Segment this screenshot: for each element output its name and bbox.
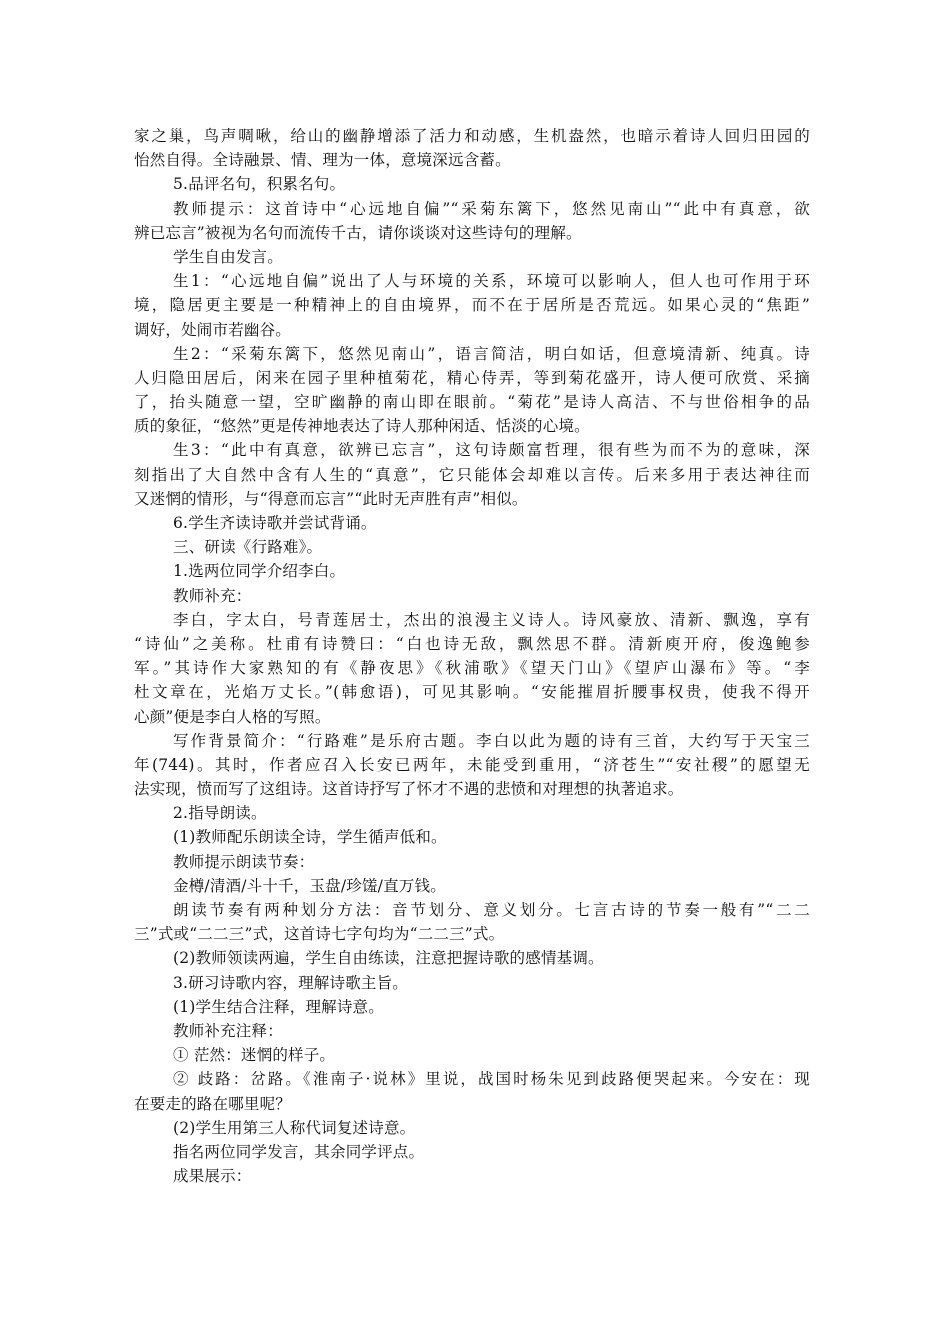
text-line: 教师补充： <box>173 586 252 605</box>
text-line: 刻指出了大自然中含有人生的“真意”，它只能体会却难以言传。后来多用于表达神往而 <box>134 465 810 484</box>
text-line: (2)教师领读两遍，学生自由练读，注意把握诗歌的感情基调。 <box>173 949 604 968</box>
text-line: 家之巢，鸟声啁啾，给山的幽静增添了活力和动感，生机盎然，也暗示着诗人回归田园的 <box>134 127 810 145</box>
text-line: 教师补充注释： <box>173 1021 283 1040</box>
text-line: 怡然自得。全诗融景、情、理为一体，意境深远含蓄。 <box>134 151 511 170</box>
text-line: 1.选两位同学介绍李白。 <box>173 562 346 581</box>
text-line: 军。”其诗作大家熟知的有《静夜思》《秋浦歌》《望天门山》《望庐山瀑布》等。“李 <box>134 659 810 678</box>
text-line: 朗读节奏有两种划分方法：音节划分、意义划分。七言古诗的节奏一般有”“二二 <box>173 901 810 919</box>
text-line: 又迷惘的情形，与“得意而忘言”“此时无声胜有声”相似。 <box>134 489 528 508</box>
text-line: 杜文章在，光焰万丈长。”(韩愈语)，可见其影响。“安能摧眉折腰事权贵，使我不得开 <box>134 683 810 702</box>
text-line: 2.指导朗读。 <box>173 804 267 823</box>
text-line: 3.研习诗歌内容，理解诗歌主旨。 <box>173 973 408 992</box>
text-line: 生1：“心远地自偏”说出了人与环境的关系，环境可以影响人，但人也可作用于环 <box>173 272 810 291</box>
text-line: 学生自由发言。 <box>173 247 283 266</box>
text-line: 质的象征，“悠然”更是传神地表达了诗人那种闲适、恬淡的心境。 <box>134 417 590 436</box>
text-line: 辨已忘言”被视为名句而流传千古，请你谈谈对这些诗句的理解。 <box>134 223 582 242</box>
text-line: 写作背景简介：“行路难”是乐府古题。李白以此为题的诗有三首，大约写于天宝三 <box>173 731 810 750</box>
text-line: 人归隐田居后，闲来在园子里种植菊花，精心侍弄，等到菊花盛开，诗人便可欣赏、采摘 <box>134 368 810 387</box>
text-line: 金樽/清酒/斗十千，玉盘/珍馐/直万钱。 <box>173 876 446 895</box>
text-line: 教师提示：这首诗中“心远地自偏”“采菊东篱下，悠然见南山”“此中有真意，欲 <box>173 199 810 218</box>
text-line: 李白，字太白，号青莲居士，杰出的浪漫主义诗人。诗风豪放、清新、飘逸，享有 <box>173 610 810 629</box>
text-line: 指名两位同学发言，其余同学评点。 <box>173 1142 425 1161</box>
text-line: ② 歧路：岔路。《淮南子·说林》里说，战国时杨朱见到歧路便哭起来。今安在：现 <box>173 1070 810 1089</box>
document-body <box>134 124 810 1188</box>
text-line: 年(744)。其时，作者应召入长安已两年，未能受到重用，“济苍生”“安社稷”的愿望无 <box>134 755 810 774</box>
text-line: 在要走的路在哪里呢？ <box>134 1094 292 1113</box>
text-line: 成果展示： <box>173 1167 252 1186</box>
text-line: ① 茫然：迷惘的样子。 <box>173 1046 336 1065</box>
text-line: (1)教师配乐朗读全诗，学生循声低和。 <box>173 828 447 847</box>
text-line: (1)学生结合注释，理解诗意。 <box>173 997 384 1016</box>
text-line: “诗仙”之美称。杜甫有诗赞曰：“白也诗无敌，飘然思不群。清新庾开府，俊逸鲍参 <box>134 634 810 653</box>
text-line: 生2：“采菊东篱下，悠然见南山”，语言简洁，明白如话，但意境清新、纯真。诗 <box>173 344 810 363</box>
text-line: 境，隐居更主要是一种精神上的自由境界，而不在于居所是否荒远。如果心灵的“焦距” <box>134 296 810 315</box>
text-line: 了，抬头随意一望，空旷幽静的南山即在眼前。“菊花”是诗人高洁、不与世俗相争的品 <box>134 393 810 412</box>
text-line: 6.学生齐读诗歌并尝试背诵。 <box>173 514 377 532</box>
text-line: 心颜”便是李白人格的写照。 <box>134 707 331 726</box>
text-line: (2)学生用第三人称代词复述诗意。 <box>173 1118 416 1137</box>
text-line: 法实现，愤而写了这组诗。这首诗抒写了怀才不遇的悲愤和对理想的执著追求。 <box>134 780 684 799</box>
text-line: 三”式或“二二三”式，这首诗七字句均为“二二三”式。 <box>134 925 505 944</box>
text-line: 教师提示朗读节奏： <box>173 852 315 871</box>
text-line: 5.品评名句，积累名句。 <box>173 175 346 194</box>
text-line: 三、研读《行路难》。 <box>173 538 323 557</box>
text-line: 生3：“此中有真意，欲辨已忘言”，这句诗颇富哲理，很有些为而不为的意味，深 <box>173 441 810 460</box>
text-line: 调好，处闹市若幽谷。 <box>134 320 292 339</box>
